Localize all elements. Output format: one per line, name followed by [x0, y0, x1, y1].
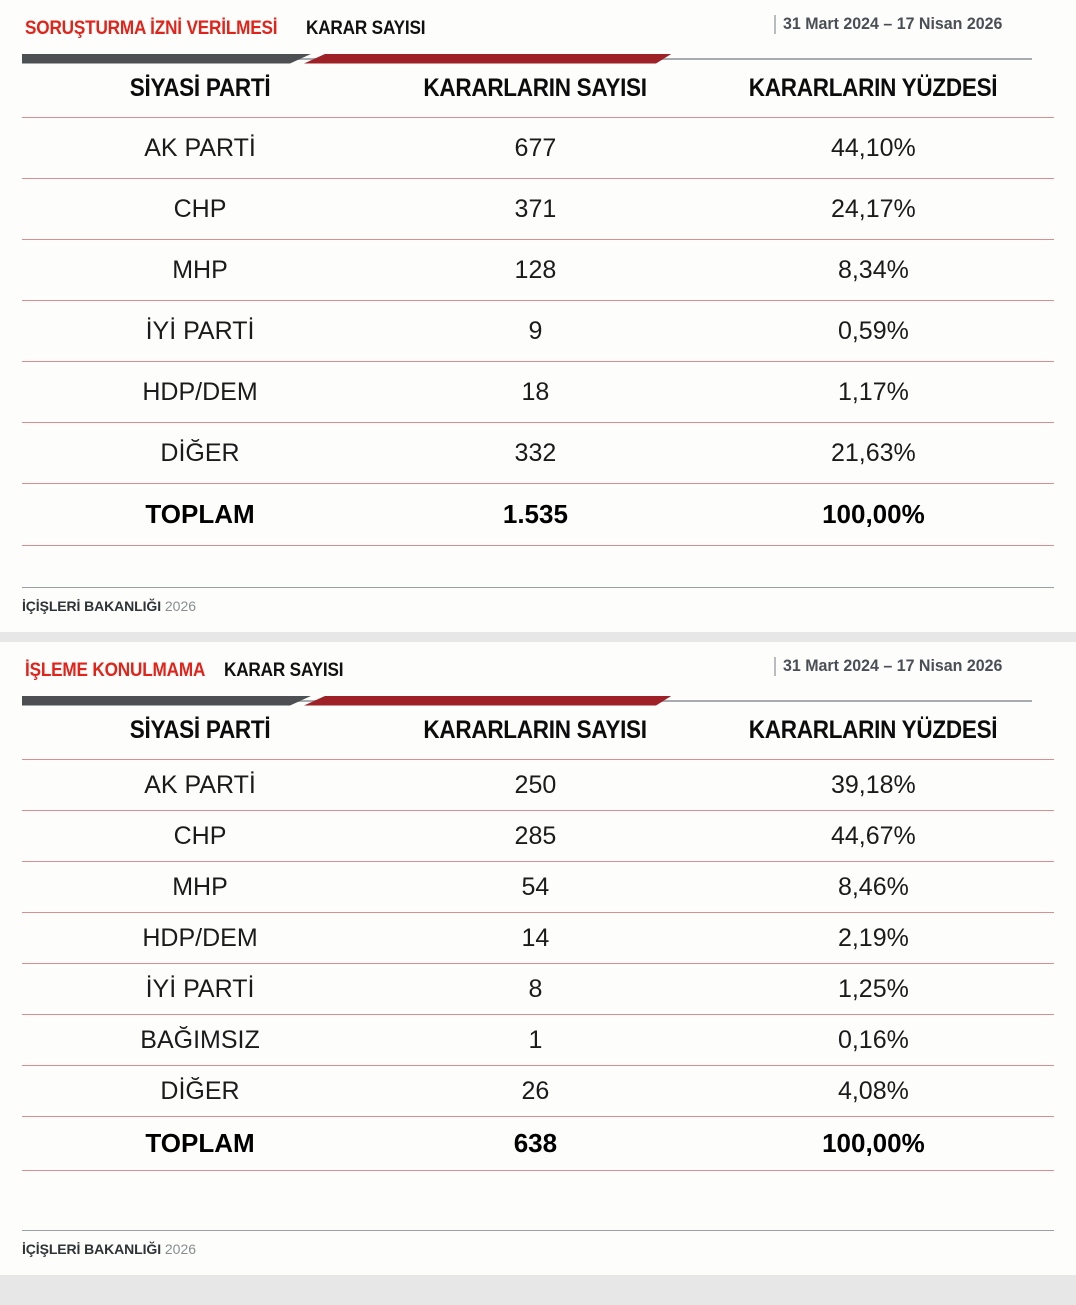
date-divider-icon	[774, 657, 776, 676]
table-row	[22, 1066, 1054, 1117]
accent-red-segment	[304, 696, 672, 706]
date-divider-icon	[774, 15, 776, 34]
report-card-sorusturma-izni	[0, 0, 1076, 632]
date-range-label: 31 Mart 2024 – 17 Nisan 2026	[782, 656, 1002, 675]
column-header-count: KARARLARIN SAYISI	[423, 716, 648, 744]
cell-total-percent: 100,00%	[693, 484, 1054, 546]
cell-total-percent: 100,00%	[693, 1117, 1054, 1171]
cell-count: 8	[378, 964, 693, 1015]
cell-party: AK PARTİ	[22, 118, 378, 179]
cell-percent: 1,17%	[693, 362, 1054, 423]
card-title-highlight: SORUŞTURMA İZNİ VERİLMESİ	[25, 16, 278, 39]
date-range-label: 31 Mart 2024 – 17 Nisan 2026	[782, 14, 1002, 33]
cell-count: 9	[378, 301, 693, 362]
cell-party: DİĞER	[22, 1066, 378, 1117]
table-row	[22, 240, 1054, 301]
cell-count: 1	[378, 1015, 693, 1066]
cell-percent: 39,18%	[693, 760, 1054, 811]
cell-party: HDP/DEM	[22, 362, 378, 423]
cell-count: 128	[378, 240, 693, 301]
decisions-table	[22, 68, 1054, 607]
cell-total-count: 1.535	[378, 484, 693, 546]
footer-divider	[22, 1230, 1054, 1232]
table-row	[22, 362, 1054, 423]
column-header-party: SİYASİ PARTİ	[129, 74, 271, 102]
table-row	[22, 1015, 1054, 1066]
cell-party: İYİ PARTİ	[22, 964, 378, 1015]
table-bottom-rule	[22, 1171, 1054, 1222]
card-header	[22, 0, 1054, 68]
cell-percent: 8,46%	[693, 862, 1054, 913]
table-header-row	[22, 710, 1054, 760]
footer-year: 2026	[164, 598, 197, 614]
cell-total-label: TOPLAM	[22, 1117, 378, 1171]
cell-party: AK PARTİ	[22, 760, 378, 811]
card-title-suffix: KARAR SAYISI	[305, 16, 426, 39]
header-row	[22, 14, 1054, 40]
card-footer	[22, 1230, 1054, 1258]
column-header-percent: KARARLARIN YÜZDESİ	[749, 716, 998, 744]
date-range	[774, 656, 1052, 676]
cell-percent: 44,67%	[693, 811, 1054, 862]
cell-party: CHP	[22, 811, 378, 862]
header-row	[22, 656, 1054, 682]
cell-percent: 1,25%	[693, 964, 1054, 1015]
report-card-isleme-konulmama	[0, 642, 1076, 1275]
cell-party: İYİ PARTİ	[22, 301, 378, 362]
cell-party: MHP	[22, 240, 378, 301]
cell-total-count: 638	[378, 1117, 693, 1171]
accent-dark-segment	[22, 696, 312, 706]
card-header	[22, 642, 1054, 710]
cell-count: 18	[378, 362, 693, 423]
cell-percent: 0,59%	[693, 301, 1054, 362]
footer-year: 2026	[164, 1241, 197, 1257]
cell-party: HDP/DEM	[22, 913, 378, 964]
column-header-count: KARARLARIN SAYISI	[423, 74, 648, 102]
cell-count: 54	[378, 862, 693, 913]
accent-red-segment	[304, 54, 672, 64]
cell-total-label: TOPLAM	[22, 484, 378, 546]
cell-count: 250	[378, 760, 693, 811]
card-title	[25, 659, 359, 682]
cell-party: CHP	[22, 179, 378, 240]
footer-organization: İÇİŞLERİ BAKANLIĞI	[22, 598, 161, 614]
table-header-row	[22, 68, 1054, 118]
table-row	[22, 913, 1054, 964]
card-separator	[0, 632, 1076, 642]
table-row	[22, 964, 1054, 1015]
cell-percent: 44,10%	[693, 118, 1054, 179]
cell-percent: 21,63%	[693, 423, 1054, 484]
accent-rule	[22, 52, 1054, 66]
table-row	[22, 760, 1054, 811]
column-header-party: SİYASİ PARTİ	[129, 716, 271, 744]
cell-count: 14	[378, 913, 693, 964]
footer-source	[22, 598, 1054, 614]
cell-percent: 24,17%	[693, 179, 1054, 240]
card-title-highlight: İŞLEME KONULMAMA	[25, 658, 206, 681]
card-footer	[22, 587, 1054, 615]
cell-party: DİĞER	[22, 423, 378, 484]
footer-organization: İÇİŞLERİ BAKANLIĞI	[22, 1241, 161, 1257]
cell-percent: 2,19%	[693, 913, 1054, 964]
card-title-suffix: KARAR SAYISI	[223, 658, 344, 681]
date-range	[774, 14, 1052, 34]
cell-count: 371	[378, 179, 693, 240]
cell-count: 26	[378, 1066, 693, 1117]
cell-percent: 0,16%	[693, 1015, 1054, 1066]
decisions-table	[22, 710, 1054, 1222]
table-total-row	[22, 484, 1054, 546]
footer-source	[22, 1241, 1054, 1257]
cell-party: MHP	[22, 862, 378, 913]
cell-count: 677	[378, 118, 693, 179]
cell-count: 285	[378, 811, 693, 862]
column-header-percent: KARARLARIN YÜZDESİ	[749, 74, 998, 102]
table-row	[22, 179, 1054, 240]
cell-percent: 4,08%	[693, 1066, 1054, 1117]
cell-party: BAĞIMSIZ	[22, 1015, 378, 1066]
table-row	[22, 811, 1054, 862]
table-row	[22, 301, 1054, 362]
accent-dark-segment	[22, 54, 312, 64]
footer-divider	[22, 587, 1054, 589]
page-bottom-area	[0, 1275, 1076, 1305]
cell-percent: 8,34%	[693, 240, 1054, 301]
table-row	[22, 423, 1054, 484]
table-row	[22, 862, 1054, 913]
card-title	[25, 17, 441, 40]
accent-rule	[22, 694, 1054, 708]
table-row	[22, 118, 1054, 179]
table-total-row	[22, 1117, 1054, 1171]
cell-count: 332	[378, 423, 693, 484]
